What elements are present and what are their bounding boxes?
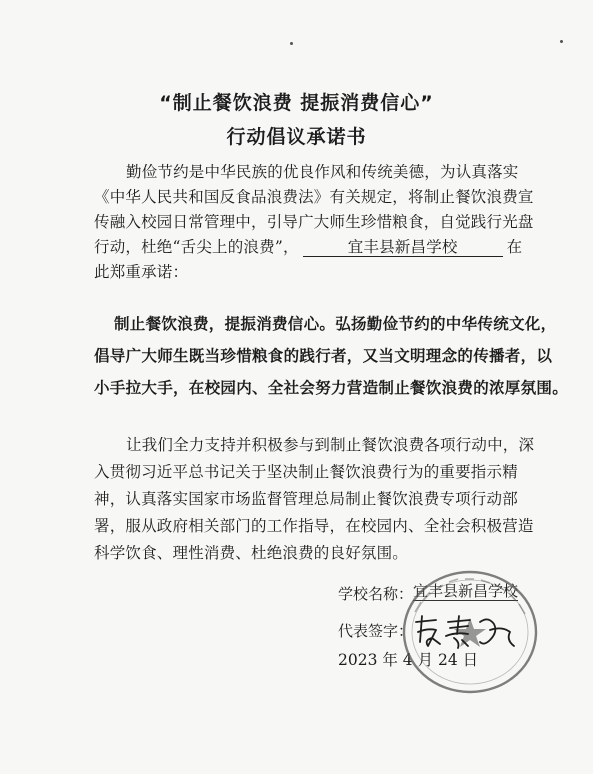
intro-line-5: 此郑重承诺： — [94, 263, 189, 281]
document-title: “制止餐饮浪费 提振消费信心” — [159, 92, 434, 114]
support-line-5: 科学饮食、理性消费、杜绝浪费的良好氛围。 — [94, 544, 409, 562]
signature-date: 2023 年 4 月 24 日 — [338, 651, 479, 669]
pledge-line-3: 小手拉大手，在校园内、全社会努力营造制止餐饮浪费的浓厚氛围。 — [94, 379, 569, 397]
pledge-line-1: 制止餐饮浪费，提振消费信心。弘扬勤俭节约的中华传统文化， — [114, 315, 557, 333]
scan-speck — [290, 42, 293, 45]
handwritten-signature-icon — [410, 612, 520, 652]
intro-line-2: 《中华人民共和国反食品浪费法》有关规定，将制止餐饮浪费宣 — [94, 188, 534, 206]
intro-line-1: 勤俭节约是中华民族的优良作风和传统美德，为认真落实 — [126, 163, 519, 181]
intro-line-4-prefix: 行动，杜绝“舌尖上的浪费”， — [94, 238, 299, 256]
school-name-value: 宜丰县新昌学校 — [413, 582, 519, 600]
support-line-4: 署，服从政府相关部门的工作指导，在校园内、全社会积极营造 — [94, 517, 534, 535]
school-name-fill: 宜丰县新昌学校 — [303, 239, 503, 257]
intro-line-4 — [94, 235, 522, 257]
document-subtitle: 行动倡议承诺书 — [226, 126, 367, 148]
scan-speck — [560, 40, 563, 43]
representative-signature-label: 代表签字： — [338, 622, 414, 640]
intro-line-4-suffix: 在 — [506, 238, 523, 256]
support-line-1: 让我们全力支持并积极参与到制止餐饮浪费各项行动中，深 — [126, 436, 535, 454]
support-line-3: 神，认真落实国家市场监督管理总局制止餐饮浪费专项行动部 — [94, 490, 518, 508]
intro-line-3: 传融入校园日常管理中，引导广大师生珍惜粮食，自觉践行光盘 — [94, 213, 534, 231]
support-line-2: 入贯彻习近平总书记关于坚决制止餐饮浪费行为的重要指示精 — [94, 463, 518, 481]
school-name-label: 学校名称： — [338, 585, 414, 603]
pledge-line-2: 倡导广大师生既当珍惜粮食的践行者，又当文明理念的传播者，以 — [94, 347, 553, 365]
